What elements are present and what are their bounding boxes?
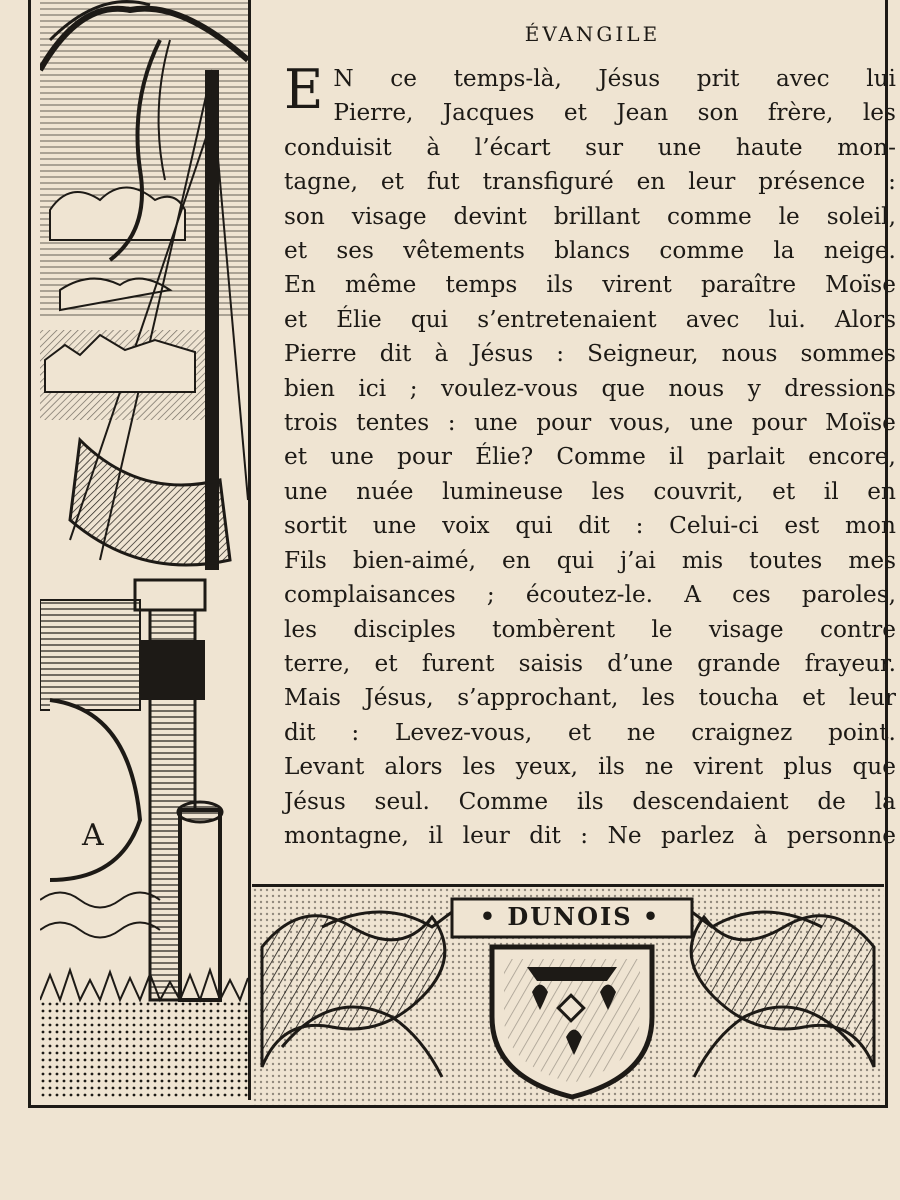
text-line: Jésus seul. Comme ils descendaient de la — [284, 787, 896, 815]
text-line: terre, et furent saisis d’une grande frayeur. — [284, 649, 896, 677]
text-line: Pierre dit à Jésus : Seigneur, nous sommes — [284, 340, 896, 368]
text-line: Pierre, Jacques et Jean son frère, les — [333, 99, 896, 127]
text-line: Fils bien-aimé, en qui j’ai mis toutes mes — [284, 546, 896, 574]
text-line: conduisit à l’écart sur une haute mon- — [284, 133, 896, 161]
text-line: trois tentes : une pour vous, une pour Moïse — [284, 409, 896, 437]
harbor-scene-illustration — [40, 0, 248, 1100]
text-line: Levant alors les yeux, ils ne virent plus que — [284, 753, 896, 781]
ribbon-inscription: • DUNOIS • — [479, 902, 661, 931]
text-line: son visage devint brillant comme le soleil, — [284, 202, 896, 230]
text-line: une nuée lumineuse les couvrit, et il en — [284, 477, 896, 505]
text-line: En même temps ils virent paraître Moïse — [284, 271, 896, 299]
text-line: complaisances ; écoutez-le. A ces paroles, — [284, 581, 896, 609]
text-line: et ses vêtements blancs comme la neige. — [284, 237, 896, 265]
text-line: sortit une voix qui dit : Celui-ci est mon — [284, 512, 896, 540]
text-line: et une pour Élie? Comme il parlait encore, — [284, 443, 896, 471]
text-line: tagne, et fut transfiguré en leur présence : — [284, 168, 896, 196]
text-line: N ce temps-là, Jésus prit avec lui — [333, 65, 896, 92]
text-line: montagne, il leur dit : Ne parlez à personne — [284, 821, 896, 849]
woodcut-illustration-left — [40, 0, 251, 1100]
text-line: bien ici ; voulez-vous que nous y dressions — [284, 374, 896, 402]
page-heading: ÉVANGILE — [524, 22, 661, 46]
text-line: les disciples tombèrent le visage contre — [284, 615, 896, 643]
text-line: dit : Levez-vous, et ne craignez point. — [284, 718, 896, 746]
text-line: et Élie qui s’entretenaient avec lui. Alors — [284, 305, 896, 333]
gospel-text — [284, 58, 896, 853]
text-line: Mais Jésus, s’approchant, les toucha et leur — [284, 684, 896, 712]
illustration-letter: A — [82, 818, 104, 853]
drop-cap: E — [284, 58, 324, 121]
